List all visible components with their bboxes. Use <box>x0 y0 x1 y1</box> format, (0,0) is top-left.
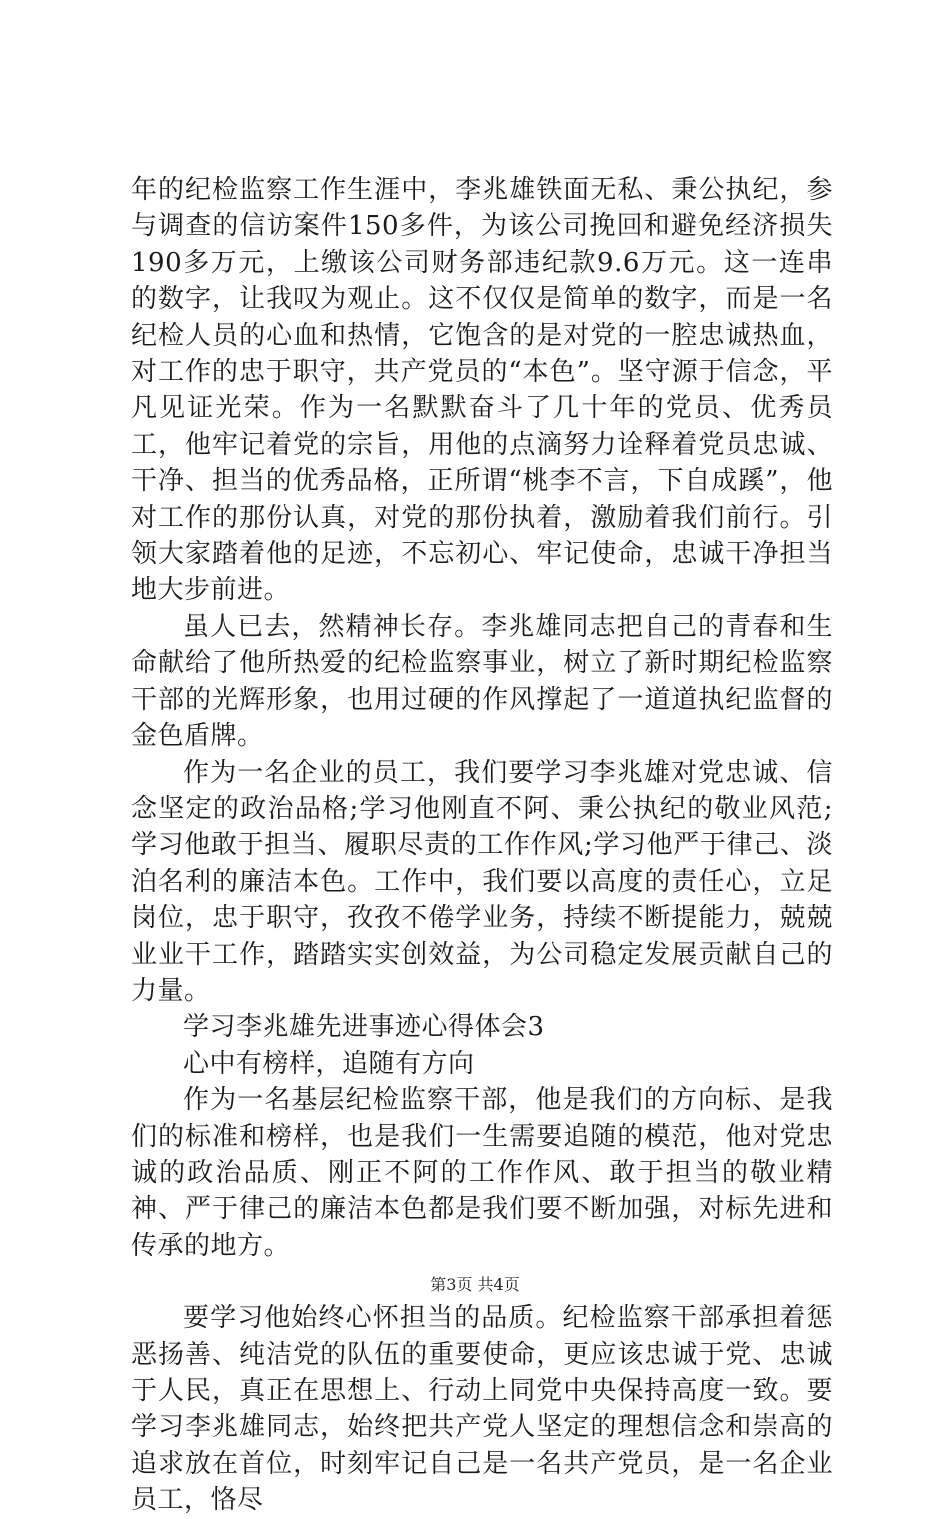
paragraph-1: 年的纪检监察工作生涯中，李兆雄铁面无私、秉公执纪，参与调查的信访案件150多件，为该公司挽回和避免经济损失190多万元，上缴该公司财务部违纪款9.6万元。这一连串的数字，让我叹为观止。这不仅仅是简单的数字，而是一名纪检人员的心血和热情，它饱含的是对党的一腔忠诚热血，对工作的忠于职守，共产党员的“本色”。坚守源于信念，平凡见证光荣。作为一名默默奋斗了几十年的党员、优秀员工，他牢记着党的宗旨，用他的点滴努力诠释着党员忠诚、干净、担当的优秀品格，正所谓“桃李不言，下自成蹊”，他对工作的那份认真，对党的那份执着，激励着我们前行。引领大家踏着他的足迹，不忘初心、牢记使命，忠诚干净担当地大步前进。 <box>131 175 833 606</box>
section-subheading: 心中有榜样，追随有方向 <box>183 1048 475 1079</box>
section-heading: 学习李兆雄先进事迹心得体会3 <box>183 1012 545 1043</box>
page-footer: 第3页 共4页 <box>430 1275 520 1294</box>
paragraph-2: 虽人已去，然精神长存。李兆雄同志把自己的青春和生命献给了他所热爱的纪检监察事业，树立了新时期纪检监察干部的光辉形象，也用过硬的作风撑起了一道道执纪监督的金色盾牌。 <box>131 611 833 752</box>
document-body <box>131 172 833 1519</box>
paragraph-6: 作为一名基层纪检监察干部，他是我们的方向标、是我们的标准和榜样，也是我们一生需要追随的模范，他对党忠诚的政治品质、刚正不阿的工作作风、敢于担当的敬业精神、严于律己的廉洁本色都是我们要不断加强，对标先进和传承的地方。 <box>131 1085 833 1261</box>
paragraph-3: 作为一名企业的员工，我们要学习李兆雄对党忠诚、信念坚定的政治品格;学习他刚直不阿、秉公执纪的敬业风范;学习他敢于担当、履职尽责的工作作风;学习他严于律己、淡泊名利的廉洁本色。工作中，我们要以高度的责任心，立足岗位，忠于职守，孜孜不倦学业务，持续不断提能力，兢兢业业干工作，踏踏实实创效益，为公司稳定发展贡献自己的力量。 <box>131 757 833 1006</box>
paragraph-7: 要学习他始终心怀担当的品质。纪检监察干部承担着惩恶扬善、纯洁党的队伍的重要使命，更应该忠诚于党、忠诚于人民，真正在思想上、行动上同党中央保持高度一致。要学习李兆雄同志，始终把共产党人坚定的理想信念和崇高的追求放在首位，时刻牢记自己是一名共产党员，是一名企业员工，恪尽 <box>131 1303 833 1516</box>
